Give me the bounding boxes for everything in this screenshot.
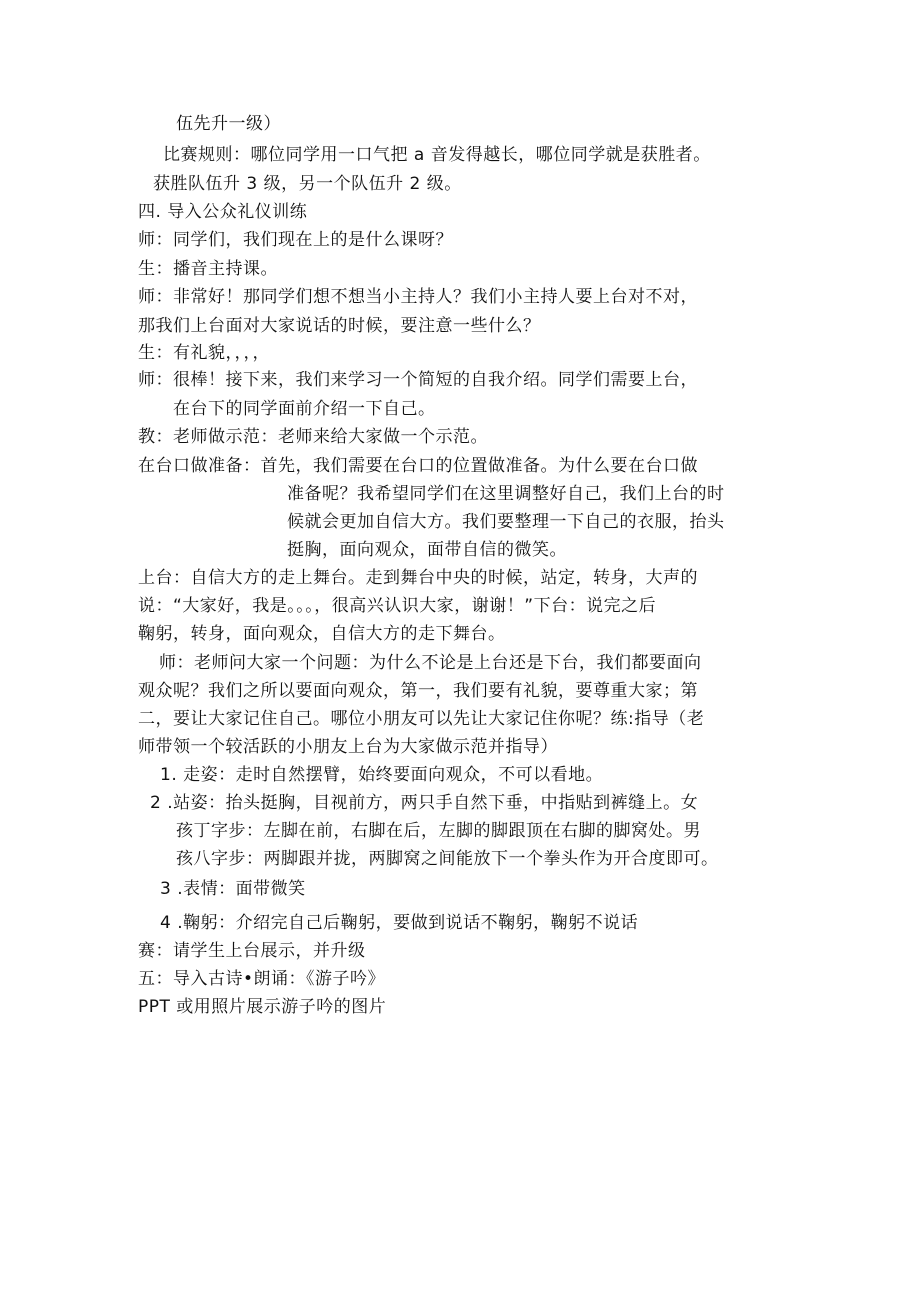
text-line: 在台口做准备：首先，我们需要在台口的位置做准备。为什么要在台口做 (138, 456, 698, 476)
text-line: 鞠躬，转身，面向观众，自信大方的走下舞台。 (138, 624, 506, 644)
text-line: 挺胸，面向观众，面带自信的微笑。 (287, 540, 567, 560)
text-line: 师：同学们，我们现在上的是什么课呀？ (138, 230, 453, 250)
text-line: 孩丁字步：左脚在前，右脚在后，左脚的脚跟顶在右脚的脚窝处。男 (176, 821, 701, 841)
section-heading: 四. 导入公众礼仪训练 (138, 202, 308, 222)
text-line: 生：播音主持课。 (138, 259, 278, 279)
text-line: 获胜队伍升 3 级，另一个队伍升 2 级。 (153, 174, 462, 194)
text-line: 孩八字步：两脚跟并拢，两脚窝之间能放下一个拳头作为开合度即可。 (176, 849, 719, 869)
text-line: 准备呢？我希望同学们在这里调整好自己，我们上台的时 (287, 484, 725, 504)
text-line: 上台：自信大方的走上舞台。走到舞台中央的时候，站定，转身，大声的 (138, 568, 698, 588)
text-line: 比赛规则：哪位同学用一口气把 a 音发得越长，哪位同学就是获胜者。 (163, 145, 711, 165)
text-line: 观众呢？我们之所以要面向观众，第一，我们要有礼貌，要尊重大家；第 (138, 681, 698, 701)
text-line: 师带领一个较活跃的小朋友上台为大家做示范并指导） (138, 737, 558, 757)
text-line: 伍先升一级） (176, 114, 281, 134)
list-item: 1. 走姿：走时自然摆臂，始终要面向观众，不可以看地。 (160, 765, 604, 785)
text-line: 师：非常好！那同学们想不想当小主持人？我们小主持人要上台对不对， (138, 287, 698, 307)
text-line: 说：“大家好，我是。。。，很高兴认识大家，谢谢！”下台：说完之后 (138, 596, 657, 616)
text-line: 在台下的同学面前介绍一下自己。 (173, 399, 436, 419)
list-item: 3 .表情：面带微笑 (160, 879, 306, 899)
text-line: 教：老师做示范：老师来给大家做一个示范。 (138, 427, 488, 447)
text-line: 那我们上台面对大家说话的时候，要注意一些什么？ (138, 316, 541, 336)
list-item: 4 .鞠躬：介绍完自己后鞠躬，要做到说话不鞠躬，鞠躬不说话 (160, 913, 639, 933)
text-line: 候就会更加自信大方。我们要整理一下自己的衣服，抬头 (287, 512, 725, 532)
text-line: PPT 或用照片展示游子吟的图片 (138, 997, 387, 1017)
section-heading: 五：导入古诗•朗诵：《游子吟》 (138, 969, 386, 989)
text-line: 师：很棒！接下来，我们来学习一个简短的自我介绍。同学们需要上台， (138, 370, 698, 390)
text-line: 二，要让大家记住自己。哪位小朋友可以先让大家记住你呢？练:指导（老 (138, 709, 705, 729)
text-line: 赛：请学生上台展示，并升级 (138, 941, 366, 961)
text-line: 生：有礼貌，，，， (138, 343, 270, 363)
text-line: 师：老师问大家一个问题：为什么不论是上台还是下台，我们都要面向 (159, 653, 702, 673)
list-item: 2 .站姿：抬头挺胸，目视前方，两只手自然下垂，中指贴到裤缝上。女 (150, 793, 699, 813)
